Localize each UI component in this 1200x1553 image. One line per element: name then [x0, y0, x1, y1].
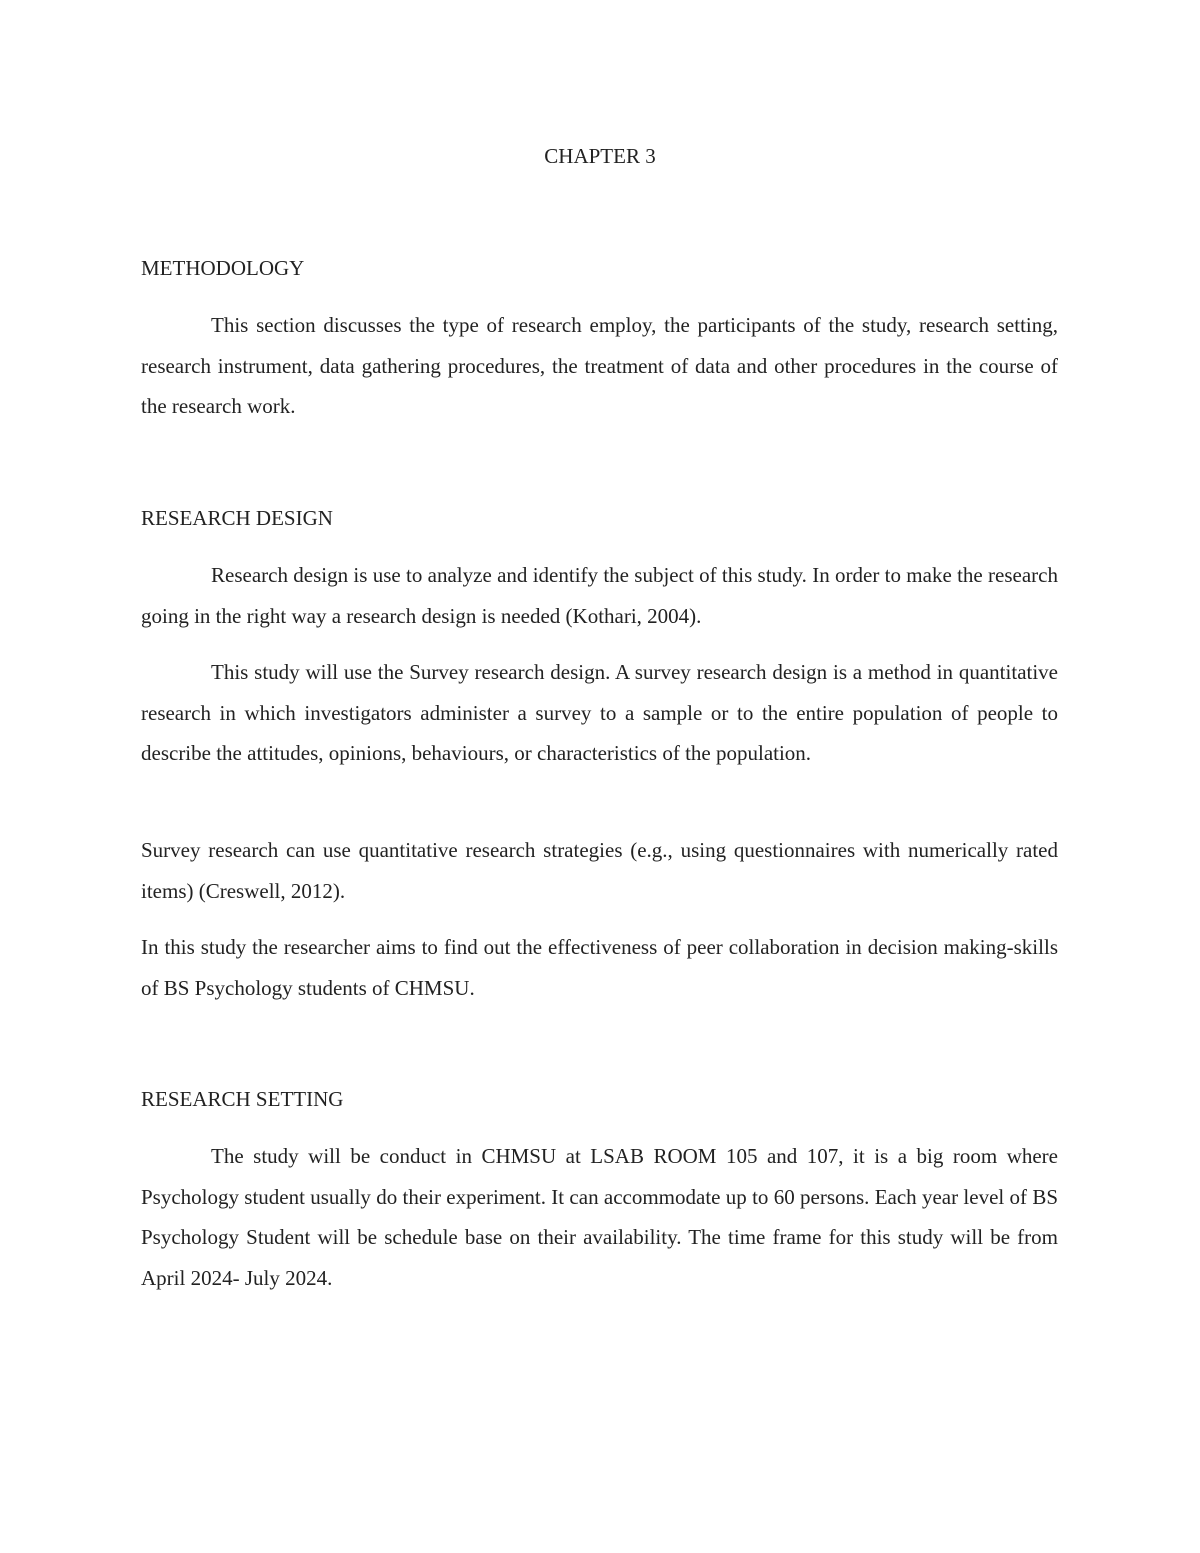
research-design-paragraph-1: Research design is use to analyze and identify the subject of this study. In order to make the research going in the right way a research design is needed (Kothari, 2004).	[141, 563, 1058, 628]
research-setting-paragraph: The study will be conduct in CHMSU at LSAB ROOM 105 and 107, it is a big room where Psychology student usually do their experiment. It can accommodate up to 60 persons. Each year level of BS Psychology Student will be schedule base on their availability. The time frame for this study will be from April 2024- July 2024.	[141, 1144, 1058, 1290]
methodology-heading: METHODOLOGY	[141, 256, 305, 280]
research-setting-heading: RESEARCH SETTING	[141, 1087, 344, 1111]
research-design-heading: RESEARCH DESIGN	[141, 506, 333, 530]
research-design-paragraph-4: In this study the researcher aims to find out the effectiveness of peer collaboration in decision making-skills of BS Psychology students of CHMSU.	[141, 935, 1058, 1000]
chapter-title: CHAPTER 3	[544, 144, 656, 168]
methodology-paragraph: This section discusses the type of research employ, the participants of the study, research setting, research instrument, data gathering procedures, the treatment of data and other procedures in the course of the research work.	[141, 313, 1058, 418]
research-design-paragraph-3: Survey research can use quantitative research strategies (e.g., using questionnaires with numerically rated items) (Creswell, 2012).	[141, 838, 1058, 903]
research-design-paragraph-2: This study will use the Survey research design. A survey research design is a method in quantitative research in which investigators administer a survey to a sample or to the entire population of people to describe the attitudes, opinions, behaviours, or characteristics of the population.	[141, 660, 1058, 765]
